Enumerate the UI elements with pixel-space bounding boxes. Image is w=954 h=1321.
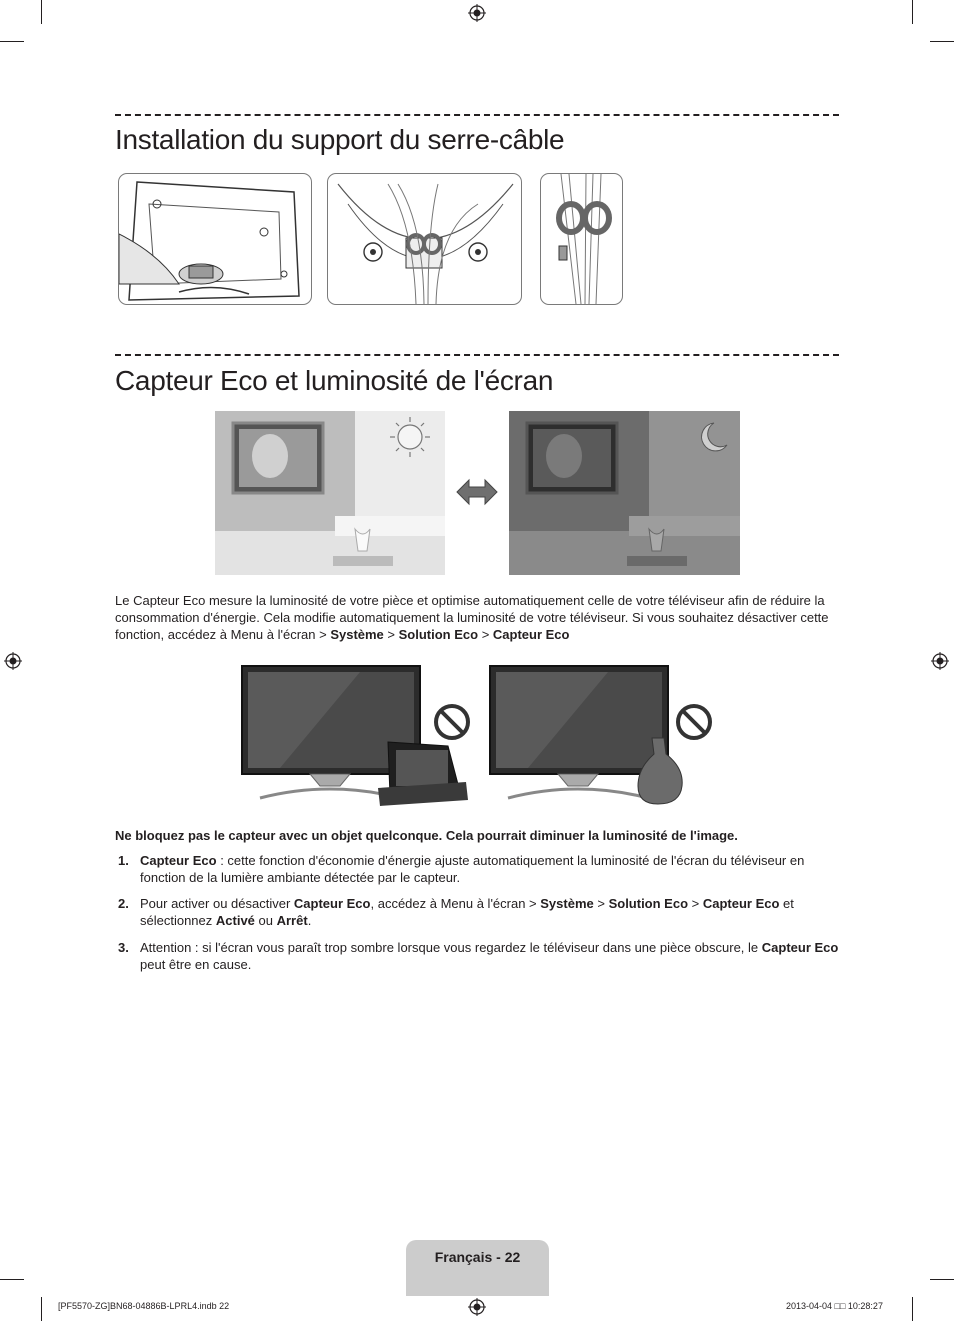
crop-mark	[41, 0, 42, 24]
list-item: 2. Pour activer ou désactiver Capteur Eco, accédez à Menu à l'écran > Système > Solution Eco > Capteur Eco et sélectionnez Activé ou Arrêt.	[118, 896, 794, 928]
warning-text: Ne bloquez pas le capteur avec un objet quelconque. Cela pourrait diminuer la luminosité de l'image.	[115, 828, 738, 843]
crop-mark	[930, 41, 954, 42]
cable-holder-step-3-illustration	[540, 173, 623, 305]
crop-mark	[41, 1297, 42, 1321]
dark-room-image	[509, 411, 740, 575]
bright-room-image	[215, 411, 445, 575]
menu-path-eco-solution: Solution Eco	[398, 627, 479, 642]
crop-mark	[0, 41, 24, 42]
crop-mark	[0, 1279, 24, 1280]
list-item: 3. Attention : si l'écran vous paraît trop sombre lorsque vous regardez le téléviseur dans une pièce obscure, le Capteur Eco peut être en cause.	[118, 940, 839, 972]
registration-mark-icon	[468, 1298, 486, 1316]
list-item: 1. Capteur Eco : cette fonction d'économie d'énergie ajuste automatiquement la luminosité de l'écran du téléviseur en fonction de la lumière ambiante détectée par le capteur.	[118, 853, 805, 885]
section-title-cable-holder: Installation du support du serre-câble	[115, 124, 565, 155]
page-number-tab	[406, 1240, 549, 1296]
page-number-label: Français - 22	[434, 1249, 521, 1265]
cable-holder-step-1-illustration	[118, 173, 312, 305]
footer-file-info: [PF5570-ZG]BN68-04886B-LPRL4.indb 22	[58, 1301, 230, 1311]
double-arrow-icon	[455, 476, 499, 508]
section-divider	[115, 354, 839, 356]
tv-blocked-by-frame-illustration	[240, 664, 472, 806]
registration-mark-icon	[931, 652, 949, 670]
registration-mark-icon	[4, 652, 22, 670]
cable-holder-step-2-illustration	[327, 173, 522, 305]
crop-mark	[912, 1297, 913, 1321]
crop-mark	[930, 1279, 954, 1280]
intro-paragraph: Le Capteur Eco mesure la luminosité de votre pièce et optimise automatiquement celle de votre téléviseur afin de réduire la consommation d'énergie. Cela modifie automatiquement la luminosité de votre téléviseur. Si vous souhaitez désactiver cette fonction, accédez à Menu à l'écran > Système > Solution Eco > Capteur Eco	[115, 593, 829, 642]
section-title-eco-sensor: Capteur Eco et luminosité de l'écran	[115, 365, 554, 396]
footer-timestamp: 2013-04-04 □□ 10:28:27	[786, 1301, 883, 1311]
registration-mark-icon	[468, 4, 486, 22]
crop-mark	[912, 0, 913, 24]
section-divider	[115, 114, 839, 116]
menu-path-eco-sensor: Capteur Eco	[492, 627, 570, 642]
menu-path-system: Système	[330, 627, 384, 642]
tv-blocked-by-vase-illustration	[488, 664, 720, 806]
